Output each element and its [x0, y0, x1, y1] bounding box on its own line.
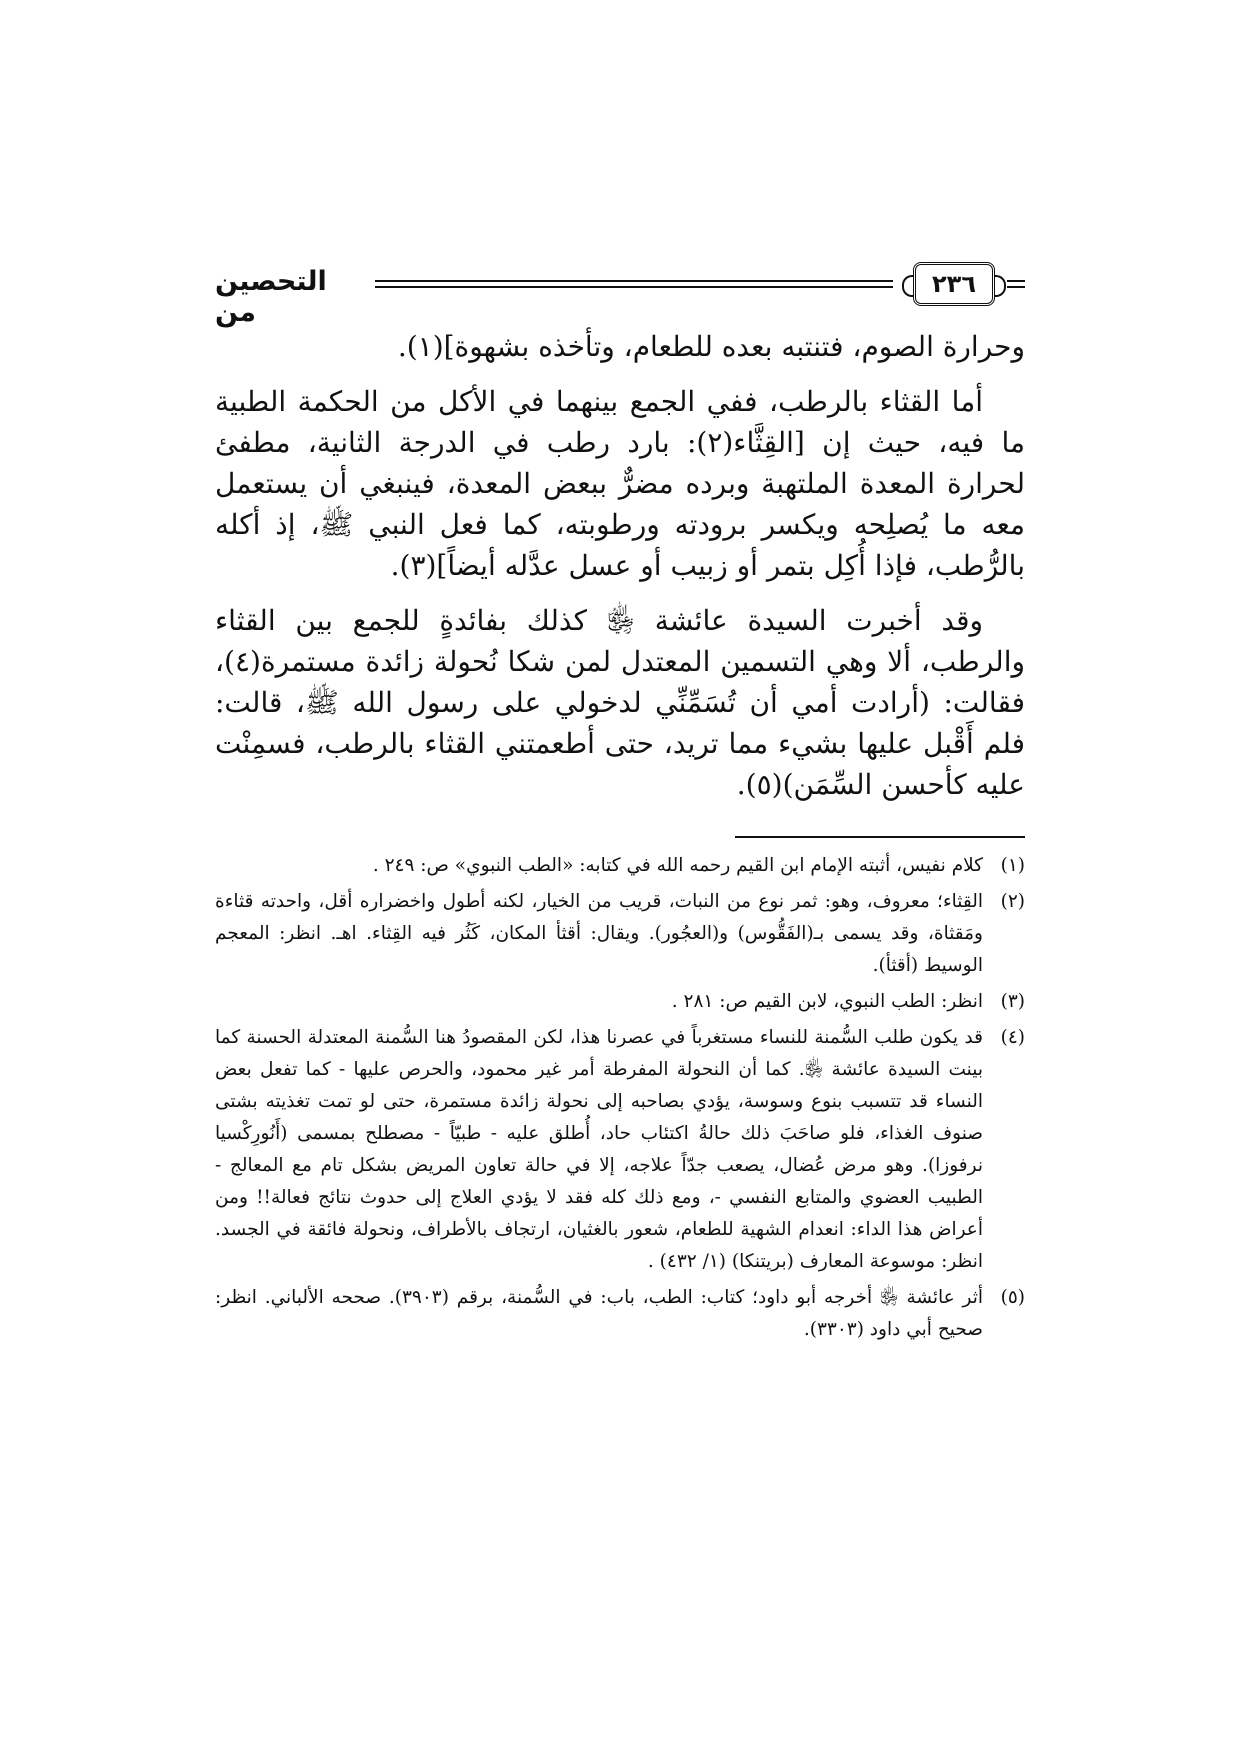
- paragraph: أما القثاء بالرطب، ففي الجمع بينهما في الأكل من الحكمة الطبية ما فيه، حيث إن [القِثَّاء(٢): بارد رطب في الدرجة الثانية، مطفئ لحرارة المعدة الملتهبة وبرده مضرٌّ ببعض المعدة، فينبغي أن يستعمل معه ما يُصلِحه ويكسر برودته ورطوبته، كما فعل النبي ﷺ، إذ أكله بالرُّطب، فإذا أُكِل بتمر أو زبيب أو عسل عدَّله أيضاً](٣).: [215, 385, 1026, 582]
- footnote: [215, 1282, 1025, 1346]
- footnote-number: (٥): [1000, 1287, 1025, 1308]
- footnote: [215, 886, 1025, 982]
- footnote-separator: [735, 836, 1025, 838]
- footnote-text: أثر عائشة ﵂ أخرجه أبو داود؛ كتاب: الطب، باب: في السُّمنة، برقم (٣٩٠٣). صححه الألباني. انظر: صحيح أبي داود (٣٣٠٣).: [215, 1287, 983, 1340]
- footnote-text: القِثاء؛ معروف، وهو: ثمر نوع من النبات، قريب من الخيار، لكنه أطول واخضراره أقل، واحدته قثاءة ومَقثاة، وقد يسمى بـ(الفَقُّوس) و(العجُور). ويقال: أقثأ المكان، كَثُر فيه القِثاء. اهـ. انظر: المعجم الوسيط (أقثأ).: [215, 891, 983, 976]
- footnote-number: (٢): [1000, 891, 1025, 912]
- paragraph: وقد أخبرت السيدة عائشة ﵂ كذلك بفائدةٍ للجمع بين القثاء والرطب، ألا وهي التسمين المعتدل لمن شكا نُحولة زائدة مستمرة(٤)، فقالت: (أرادت أمي أن تُسَمِّنِّي لدخولي على رسول الله ﷺ، قالت: فلم أَقْبل عليها بشيء مما تريد، حتى أطعمتني القثاء بالرطب، فسمِنْت عليه كأحسن السِّمَن)(٥).: [215, 604, 1025, 801]
- footnote: [215, 1022, 1025, 1278]
- running-title: التحصين من: [215, 266, 327, 328]
- main-text: [215, 326, 1025, 819]
- page-number: ٢٣٦: [913, 262, 995, 306]
- footnote-text: كلام نفيس، أثبته الإمام ابن القيم رحمه الله في كتابه: «الطب النبوي» ص: ٢٤٩ .: [372, 855, 983, 876]
- footnote-text: انظر: الطب النبوي، لابن القيم ص: ٢٨١ .: [671, 991, 983, 1012]
- footnote: [215, 850, 1025, 882]
- footnote-text: قد يكون طلب السُّمنة للنساء مستغرباً في عصرنا هذا، لكن المقصودُ هنا السُّمنة المعتدلة الحسنة كما بينت السيدة عائشة ﵂. كما أن النحولة المفرطة أمر غير محمود، والحرص عليها - كما تفعل بعض النساء قد تتسبب بنوع وسوسة، يؤدي بصاحبه إلى نحولة زائدة مستمرة، حتى لو تمت تغذيته بشتى صنوف الغذاء، فلو صاحَبَ ذلك حالةُ اكتئاب حاد، أُطلق عليه - طبيّاً - مصطلح بمسمى (أَنُورِكْسيا نرفوزا). وهو مرض عُضال، يصعب جدّاً علاجه، إلا في حالة تعاون المريض بشكل تام مع المعالج - الطبيب العضوي والمتابع النفسي -، ومع ذلك كله فقد لا يؤدي العلاج إلى حدوث نتائج فعالة!! ومن أعراض هذا الداء: انعدام الشهية للطعام، شعور بالغثيان، ارتجاف بالأطراف، ونحولة فائقة في الجسد. انظر: موسوعة المعارف (بريتنكا) (١/ ٤٣٢) .: [215, 1027, 983, 1272]
- page-header: [215, 254, 1025, 328]
- header-rule: [375, 280, 893, 288]
- footnotes: [215, 850, 1025, 1350]
- footnote-number: (١): [1000, 855, 1025, 876]
- header-short-rule: [1007, 280, 1025, 288]
- footnote-number: (٣): [1000, 991, 1025, 1012]
- footnote: [215, 986, 1025, 1018]
- paragraph: وحرارة الصوم، فتنتبه بعده للطعام، وتأخذه بشهوة](١).: [397, 330, 1025, 363]
- footnote-number: (٤): [1000, 1027, 1025, 1048]
